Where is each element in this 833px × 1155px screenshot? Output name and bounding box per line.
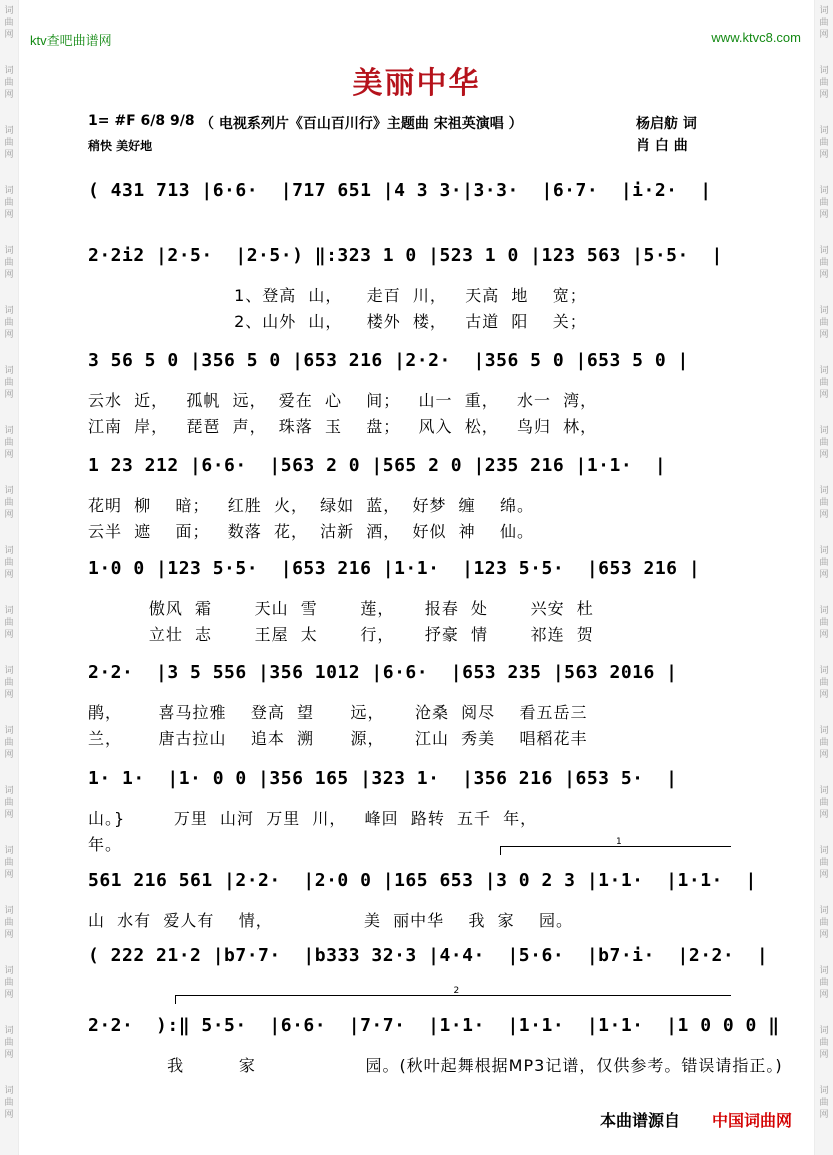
right-watermark-strip (814, 0, 833, 1155)
watermark-text: 词 曲 网 (4, 846, 14, 880)
notation-line: ( 431 713 |6·6· |717 651 |4 3 3·|3·3· |6·7· |i·2· | (88, 180, 712, 201)
notation-line: 1 23 212 |6·6· |563 2 0 |565 2 0 |235 216 |1·1· | (88, 455, 667, 476)
lyric-line: 我 家 园。(秋叶起舞根据MP3记谱，仅供参考。错误请指正。) (88, 1056, 783, 1075)
lyric-line: 江南 岸， 琵琶 声， 珠落 玉 盘； 风入 松， 鸟归 林， (88, 417, 598, 436)
watermark-text: 词 曲 网 (4, 666, 14, 700)
lyric-line: 傲风 霜 天山 雪 莲， 报春 处 兴安 杜 (88, 599, 594, 618)
key-signature: 1= #F 6/8 9/8 (88, 113, 195, 129)
watermark-text: 词 曲 网 (4, 66, 14, 100)
lyric-line: 鹃， 喜马拉雅 登高 望 远， 沧桑 阅尽 看五岳三 (88, 703, 588, 722)
watermark-text: 词 曲 网 (4, 306, 14, 340)
lyricist-credit: 杨启舫 词 (636, 116, 697, 132)
watermark-text: 词 曲 网 (4, 186, 14, 220)
first-ending-bracket (500, 837, 731, 855)
watermark-text: 词 曲 网 (4, 546, 14, 580)
watermark-text: 词 曲 网 (4, 726, 14, 760)
watermark-text: 词 曲 网 (4, 366, 14, 400)
lyric-line: 兰， 唐古拉山 追本 溯 源， 江山 秀美 唱稻花丰 (88, 729, 588, 748)
notation-line: 561 216 561 |2·2· |2·0 0 |165 653 |3 0 2 3 |1·1· |1·1· | (88, 870, 757, 891)
watermark-text: 词 曲 网 (819, 126, 829, 160)
watermark-text: 词 曲 网 (4, 426, 14, 460)
watermark-text: 词 曲 网 (4, 1086, 14, 1120)
watermark-text: 词 曲 网 (4, 966, 14, 1000)
watermark-text: 词 曲 网 (819, 546, 829, 580)
site-name-left[interactable]: ktv查吧曲谱网 (30, 33, 112, 48)
watermark-text: 词 曲 网 (819, 486, 829, 520)
lyric-line: 山。} 万里 山河 万里 川， 峰回 路转 五千 年， (88, 809, 538, 828)
watermark-text: 词 曲 网 (819, 6, 829, 40)
site-url-right[interactable]: www.ktvc8.com (711, 30, 801, 45)
lyric-line: 2、山外 山， 楼外 楼， 古道 阳 关； (88, 312, 587, 331)
watermark-text: 词 曲 网 (819, 366, 829, 400)
watermark-text: 词 曲 网 (4, 786, 14, 820)
lyric-line: 年。 (88, 835, 123, 854)
watermark-text: 词 曲 网 (4, 246, 14, 280)
watermark-text: 词 曲 网 (819, 1086, 829, 1120)
watermark-text: 词 曲 网 (4, 906, 14, 940)
notation-line: ( 222 21·2 |b7·7· |b333 32·3 |4·4· |5·6· |b7·i· |2·2· | (88, 945, 769, 966)
watermark-text: 词 曲 网 (819, 726, 829, 760)
footer-brand[interactable]: 中国词曲网 (712, 1111, 793, 1130)
watermark-text: 词 曲 网 (819, 906, 829, 940)
second-ending-number: 2 (453, 986, 460, 996)
notation-line: 2·2· ):‖ 5·5· |6·6· |7·7· |1·1· |1·1· |1·1· |1 0 0 0 ‖ (88, 1015, 780, 1036)
lyric-line: 花明 柳 暗； 红胜 火， 绿如 蓝， 好梦 缠 绵。 (88, 496, 534, 515)
watermark-text: 词 曲 网 (819, 306, 829, 340)
watermark-text: 词 曲 网 (819, 1026, 829, 1060)
watermark-text: 词 曲 网 (819, 666, 829, 700)
left-watermark-strip (0, 0, 19, 1155)
watermark-text: 词 曲 网 (819, 786, 829, 820)
notation-line: 2·2i2 |2·5· |2·5·) ‖:323 1 0 |523 1 0 |123 563 |5·5· | (88, 245, 723, 266)
watermark-text: 词 曲 网 (819, 66, 829, 100)
watermark-text: 词 曲 网 (819, 846, 829, 880)
lyric-line: 云水 近， 孤帆 远， 爱在 心 间； 山一 重， 水一 湾， (88, 391, 598, 410)
watermark-text: 词 曲 网 (819, 246, 829, 280)
watermark-text: 词 曲 网 (819, 606, 829, 640)
lyric-line: 立壮 志 王屋 太 行， 抒豪 情 祁连 贺 (88, 625, 594, 644)
lyric-line: 云半 遮 面； 数落 花， 沽新 酒， 好似 神 仙。 (88, 522, 534, 541)
second-ending-bracket (175, 986, 731, 1004)
song-title: 美丽中华 (352, 66, 481, 101)
notation-line: 2·2· |3 5 556 |356 1012 |6·6· |653 235 |563 2016 | (88, 662, 678, 683)
notation-line: 1· 1· |1· 0 0 |356 165 |323 1· |356 216 |653 5· | (88, 768, 678, 789)
notation-line: 3 56 5 0 |356 5 0 |653 216 |2·2· |356 5 0 |653 5 0 | (88, 350, 689, 371)
watermark-text: 词 曲 网 (819, 966, 829, 1000)
composer-credit: 肖 白 曲 (636, 138, 688, 154)
watermark-text: 词 曲 网 (4, 606, 14, 640)
lyric-line: 1、登高 山， 走百 川， 天高 地 宽； (88, 286, 587, 305)
first-ending-number: 1 (616, 837, 622, 847)
watermark-text: 词 曲 网 (819, 186, 829, 220)
watermark-text: 词 曲 网 (819, 426, 829, 460)
footer-source: 本曲谱源自 (600, 1111, 681, 1130)
watermark-text: 词 曲 网 (4, 1026, 14, 1060)
song-info: （ 电视系列片《百山百川行》主题曲 宋祖英演唱 ） (200, 116, 523, 132)
tempo-marking: 稍快 美好地 (88, 139, 153, 153)
notation-line: 1·0 0 |123 5·5· |653 216 |1·1· |123 5·5· |653 216 | (88, 558, 701, 579)
lyric-line: 山 水有 爱人有 情， 美 丽中华 我 家 园。 (88, 911, 574, 930)
watermark-text: 词 曲 网 (4, 486, 14, 520)
watermark-text: 词 曲 网 (4, 126, 14, 160)
watermark-text: 词 曲 网 (4, 6, 14, 40)
